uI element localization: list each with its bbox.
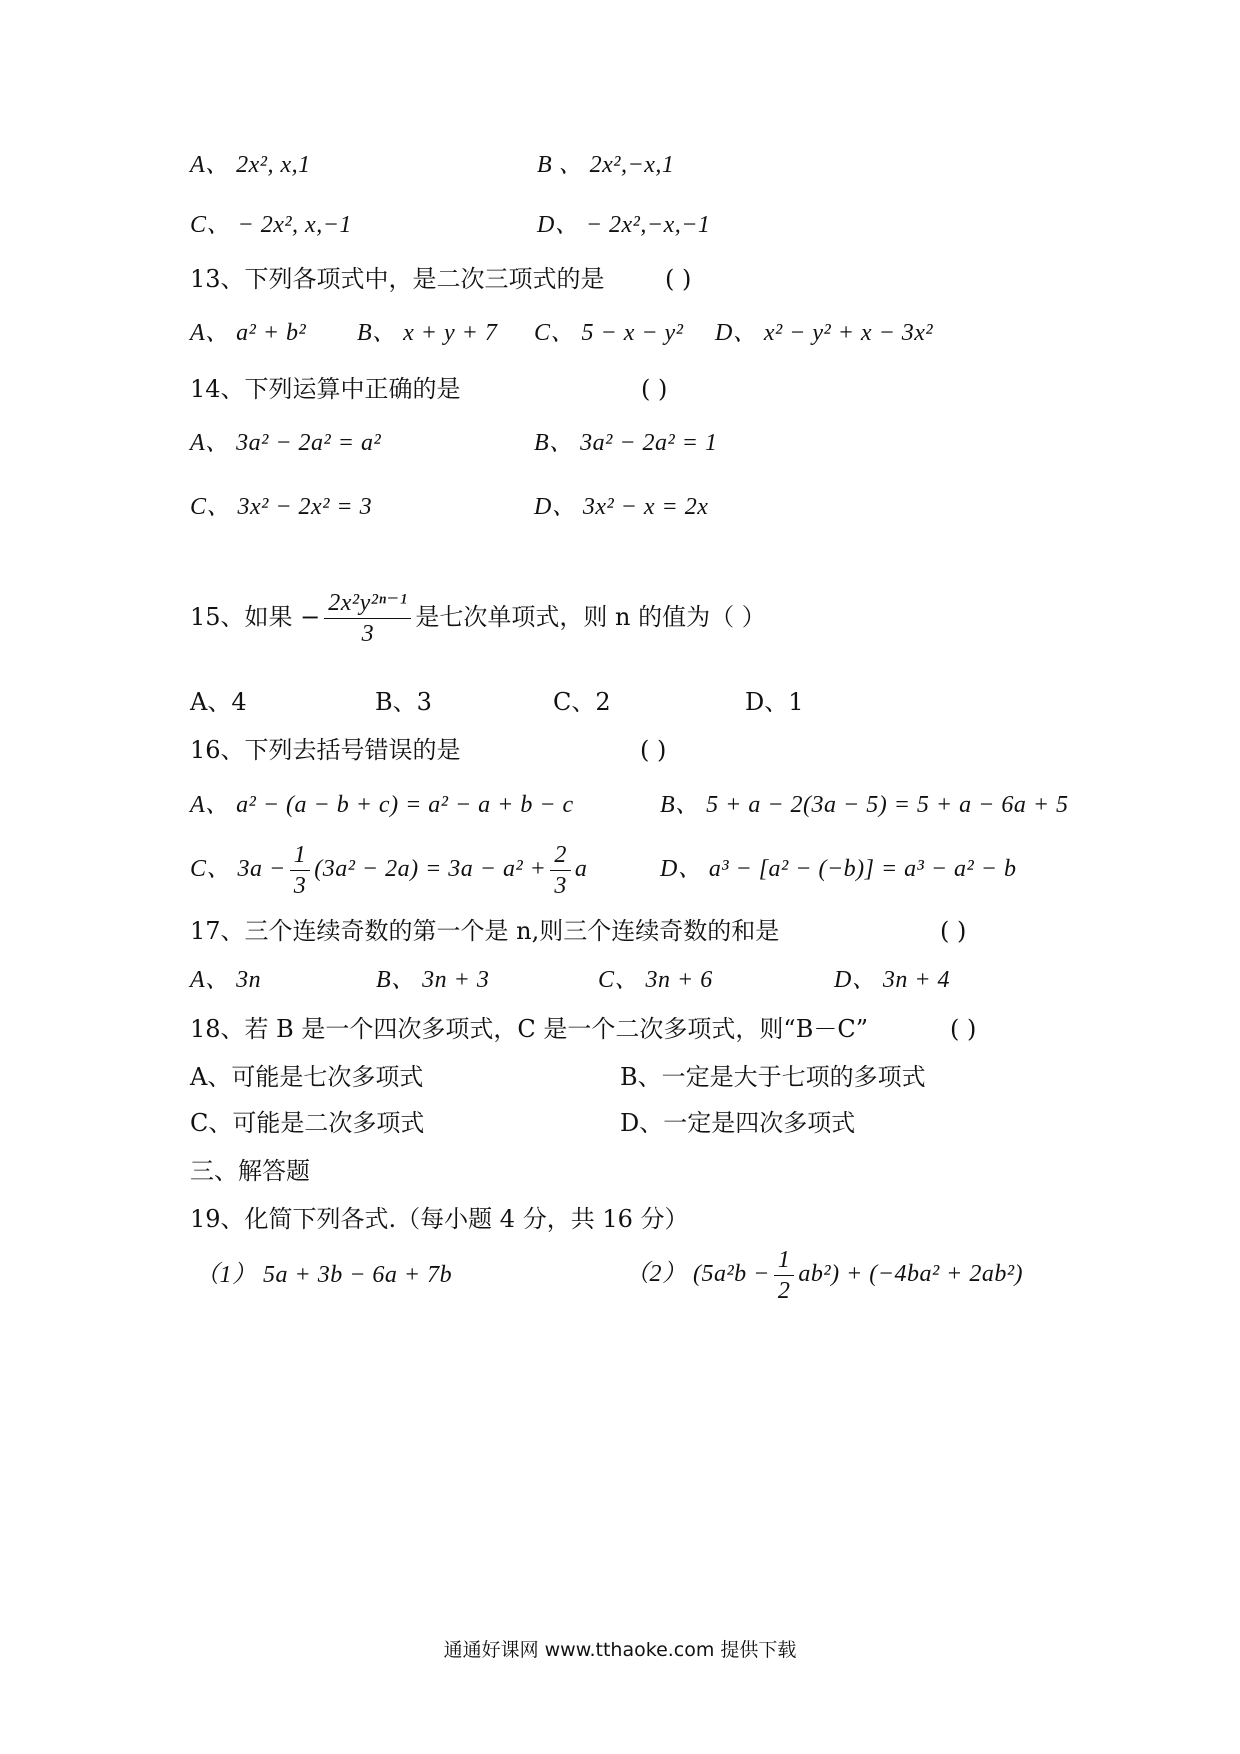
q15-stem [190,588,766,649]
q16-option-c-fraction-2-numerator: 2 [550,840,571,871]
q15-option-c: C、2 [553,688,611,716]
q13-stem: 13、下列各项式中，是二次三项式的是 [190,265,605,293]
q16-answer-bracket: ( ) [640,736,667,764]
q19-part-1: （1） 5a + 3b − 6a + 7b [195,1262,453,1288]
q16-option-d: D、 a³ − [a² − (−b)] = a³ − a² − b [660,856,1017,882]
q15-option-b: B、3 [375,688,432,716]
q17-answer-bracket: ( ) [940,917,967,945]
q16-option-c-fraction-1-denominator: 3 [293,873,307,899]
q17-option-c: C、 3n + 6 [598,967,713,993]
q16-option-c-middle: (3a² − 2a) = 3a − a² + [314,856,547,883]
q17-option-d: D、 3n + 4 [834,967,951,993]
q13-option-d: D、 x² − y² + x − 3x² [715,320,934,346]
q18-answer-bracket: ( ) [950,1015,977,1043]
q19-stem: 19、化简下列各式.（每小题 4 分，共 16 分） [190,1205,689,1233]
q13-option-c: C、 5 − x − y² [534,320,684,346]
q14-option-a: A、 3a² − 2a² = a² [190,430,382,456]
section-heading: 三、解答题 [190,1157,310,1185]
q14-option-d: D、 3x² − x = 2x [534,494,709,520]
q16-option-c-prefix: C、 3a − [190,856,286,883]
q16-stem: 16、下列去括号错误的是 [190,736,461,764]
q15-option-a: A、4 [190,688,247,716]
q16-option-c-fraction-2-denominator: 3 [554,873,567,899]
q15-fraction-denominator: 3 [361,621,375,647]
q12-option-c: C、 − 2x², x,−1 [190,212,352,238]
q19-part-2-fraction [774,1245,795,1306]
q13-option-a: A、 a² + b² [190,320,307,346]
q19-part-2-suffix: ab²) + (−4ba² + 2ab²) [798,1261,1024,1288]
q15-option-d: D、1 [745,688,804,716]
q17-option-a: A、 3n [190,967,262,993]
q16-option-c [190,840,587,901]
q13-answer-bracket: ( ) [665,265,692,293]
q18-option-d: D、一定是四次多项式 [620,1109,856,1137]
q12-option-b: B 、 2x²,−x,1 [537,152,675,178]
q16-option-a: A、 a² − (a − b + c) = a² − a + b − c [190,792,574,818]
q16-option-c-fraction-1-numerator: 1 [290,840,311,871]
q14-answer-bracket: ( ) [641,375,668,403]
q12-option-a: A、 2x², x,1 [190,152,311,178]
q19-part-2-prefix: （2） (5a²b − [625,1261,770,1288]
q15-suffix: 是七次单项式，则 n 的值为（ ） [415,603,766,631]
q19-part-2-fraction-numerator: 1 [774,1245,795,1276]
q18-option-b: B、一定是大于七项的多项式 [620,1063,926,1091]
q19-part-2 [625,1245,1023,1306]
q14-option-b: B、 3a² − 2a² = 1 [534,430,718,456]
q19-part-2-fraction-denominator: 2 [777,1278,791,1304]
q16-option-b: B、 5 + a − 2(3a − 5) = 5 + a − 6a + 5 [660,792,1069,818]
q13-option-b: B、 x + y + 7 [357,320,498,346]
q15-fraction [324,588,411,649]
q17-stem: 17、三个连续奇数的第一个是 n,则三个连续奇数的和是 [190,917,780,945]
q15-fraction-numerator: 2x²y²ⁿ⁻¹ [324,588,411,619]
q18-option-a: A、可能是七次多项式 [190,1063,424,1091]
q15-prefix: 15、如果 − [190,603,321,631]
q18-stem: 18、若 B 是一个四次多项式，C 是一个二次多项式，则“B－C” [190,1015,868,1043]
q16-option-c-suffix: a [574,856,588,883]
q18-option-c: C、可能是二次多项式 [190,1109,425,1137]
page-footer: 通通好课网 www.tthaoke.com 提供下载 [443,1639,797,1661]
q12-option-d: D、 − 2x²,−x,−1 [537,212,711,238]
q16-option-c-fraction-1 [290,840,311,901]
q14-stem: 14、下列运算中正确的是 [190,375,461,403]
q17-option-b: B、 3n + 3 [376,967,490,993]
q16-option-c-fraction-2 [550,840,571,901]
q14-option-c: C、 3x² − 2x² = 3 [190,494,373,520]
